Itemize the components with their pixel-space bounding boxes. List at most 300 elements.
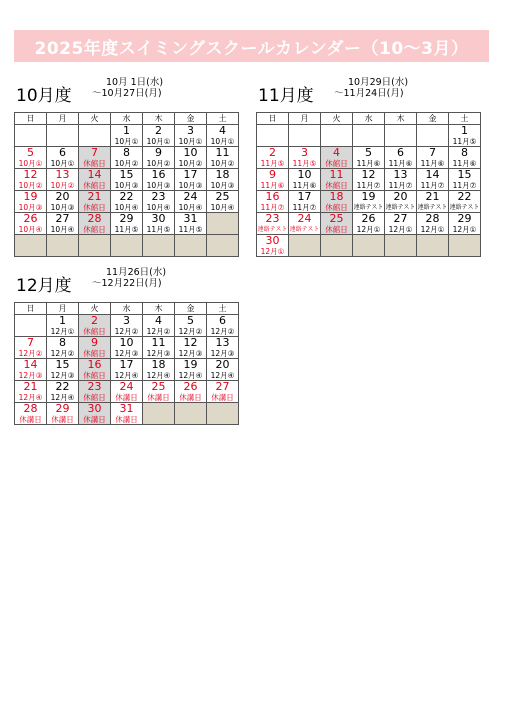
day-label: 12月④ [18, 393, 43, 402]
day-cell [257, 191, 289, 213]
day-number: 28 [425, 212, 440, 225]
week-row [257, 191, 481, 213]
period-end: ～10月27日(月) [92, 88, 162, 99]
day-cell [257, 213, 289, 235]
day-number: 20 [393, 190, 408, 203]
day-number: 5 [27, 146, 34, 159]
day-number: 6 [219, 314, 226, 327]
day-cell [353, 191, 385, 213]
day-number: 18 [151, 358, 166, 371]
weekday-header: 月 [47, 303, 79, 315]
day-cell [175, 191, 207, 213]
day-cell [79, 403, 111, 425]
day-number: 20 [215, 358, 230, 371]
day-cell [207, 315, 239, 337]
day-cell [449, 191, 481, 213]
day-number: 8 [59, 336, 66, 349]
day-cell [385, 191, 417, 213]
calendar-table [256, 112, 481, 257]
week-row [15, 315, 239, 337]
day-number: 30 [151, 212, 166, 225]
day-number: 17 [297, 190, 312, 203]
weekday-row [15, 113, 239, 125]
day-label: 10月③ [146, 181, 171, 190]
day-label: 12月② [18, 349, 43, 358]
day-number: 13 [55, 168, 70, 181]
weekday-header: 木 [143, 113, 175, 125]
day-number: 18 [329, 190, 344, 203]
day-label: 10月② [210, 159, 235, 168]
day-cell [207, 125, 239, 147]
empty-cell [257, 125, 289, 147]
day-number: 26 [361, 212, 376, 225]
day-label: 12月② [114, 327, 139, 336]
day-label: 10月③ [50, 203, 75, 212]
month-calendar-3 [14, 267, 239, 424]
day-label: 12月③ [178, 349, 203, 358]
week-row [15, 337, 239, 359]
day-cell [175, 169, 207, 191]
empty-cell [143, 235, 175, 257]
day-label: 12月① [260, 247, 285, 256]
day-label: 11月⑥ [356, 159, 381, 168]
week-row [257, 147, 481, 169]
day-cell [207, 169, 239, 191]
day-number: 30 [265, 234, 280, 247]
empty-cell [175, 403, 207, 425]
weekday-header: 土 [207, 303, 239, 315]
month-name: 10月度 [16, 86, 72, 106]
day-cell [111, 381, 143, 403]
day-cell [175, 213, 207, 235]
day-number: 12 [183, 336, 198, 349]
day-label: 10月③ [114, 181, 139, 190]
day-label: 12月② [210, 327, 235, 336]
day-number: 6 [59, 146, 66, 159]
week-row [257, 125, 481, 147]
day-number: 27 [215, 380, 230, 393]
day-cell [15, 147, 47, 169]
day-label: 10月① [178, 137, 203, 146]
day-label: 11月⑥ [420, 159, 445, 168]
day-label: 休館日 [83, 371, 106, 380]
day-cell [143, 337, 175, 359]
day-label: 11月⑤ [452, 137, 477, 146]
day-number: 31 [183, 212, 198, 225]
calendar-table [14, 302, 239, 425]
day-cell [257, 235, 289, 257]
day-label: 休館日 [325, 181, 348, 190]
period-end: ～12月22日(月) [92, 278, 162, 289]
period-end: ～11月24日(月) [334, 88, 404, 99]
day-cell [111, 191, 143, 213]
day-label: 11月⑥ [452, 159, 477, 168]
day-number: 22 [457, 190, 472, 203]
day-number: 27 [393, 212, 408, 225]
empty-cell [15, 125, 47, 147]
day-label: 12月③ [18, 371, 43, 380]
day-label: 11月⑤ [146, 225, 171, 234]
day-cell [143, 315, 175, 337]
weekday-header: 水 [111, 303, 143, 315]
day-cell [15, 213, 47, 235]
day-cell [143, 213, 175, 235]
day-label: 休講日 [147, 393, 170, 402]
day-number: 9 [155, 146, 162, 159]
day-cell [15, 337, 47, 359]
day-label: 12月② [146, 327, 171, 336]
day-number: 18 [215, 168, 230, 181]
day-number: 10 [119, 336, 134, 349]
day-number: 1 [59, 314, 66, 327]
day-cell [79, 169, 111, 191]
day-label: 11月⑥ [260, 181, 285, 190]
day-cell [111, 315, 143, 337]
weekday-header: 土 [449, 113, 481, 125]
day-label: 休館日 [325, 159, 348, 168]
day-cell [15, 381, 47, 403]
weekday-header: 月 [47, 113, 79, 125]
day-cell [417, 191, 449, 213]
empty-cell [321, 235, 353, 257]
day-label: 休講日 [115, 393, 138, 402]
day-label: 連絡テスト [449, 204, 480, 211]
day-label: 10月① [146, 137, 171, 146]
calendar-table [14, 112, 239, 257]
day-label: 休館日 [83, 349, 106, 358]
weekday-header: 木 [143, 303, 175, 315]
period-start: 10月 1日(水) [106, 77, 164, 88]
day-label: 休講日 [19, 415, 42, 424]
day-cell [175, 381, 207, 403]
day-cell [111, 147, 143, 169]
day-number: 13 [215, 336, 230, 349]
day-label: 10月② [50, 181, 75, 190]
day-number: 1 [461, 124, 468, 137]
day-cell [79, 315, 111, 337]
day-number: 7 [429, 146, 436, 159]
day-label: 10月③ [18, 203, 43, 212]
day-label: 10月④ [18, 225, 43, 234]
day-cell [111, 337, 143, 359]
month-name: 11月度 [258, 86, 314, 106]
day-number: 3 [187, 124, 194, 137]
day-cell [207, 147, 239, 169]
day-cell [15, 169, 47, 191]
day-label: 10月④ [114, 203, 139, 212]
day-label: 休講日 [211, 393, 234, 402]
day-number: 29 [457, 212, 472, 225]
day-number: 4 [155, 314, 162, 327]
day-label: 連絡テスト [353, 204, 384, 211]
day-label: 11月⑤ [260, 159, 285, 168]
page-title: 2025年度スイミングスクールカレンダー（10～3月） [14, 30, 489, 62]
empty-cell [175, 235, 207, 257]
period-start: 11月26日(水) [106, 267, 167, 278]
day-number: 16 [265, 190, 280, 203]
day-number: 11 [215, 146, 230, 159]
day-number: 14 [87, 168, 102, 181]
day-number: 20 [55, 190, 70, 203]
day-cell [143, 125, 175, 147]
day-number: 10 [183, 146, 198, 159]
month-period [92, 267, 166, 289]
day-label: 12月④ [178, 371, 203, 380]
empty-cell [449, 235, 481, 257]
day-number: 23 [265, 212, 280, 225]
day-cell [207, 191, 239, 213]
week-row [15, 191, 239, 213]
day-number: 22 [119, 190, 134, 203]
month-calendar-2 [256, 77, 481, 256]
day-cell [47, 315, 79, 337]
day-number: 11 [151, 336, 166, 349]
day-cell [449, 213, 481, 235]
day-label: 12月③ [210, 349, 235, 358]
week-row [15, 381, 239, 403]
day-number: 9 [269, 168, 276, 181]
week-row [15, 403, 239, 425]
day-label: 10月③ [178, 181, 203, 190]
week-row [257, 213, 481, 235]
day-number: 2 [91, 314, 98, 327]
day-label: 12月④ [50, 393, 75, 402]
empty-cell [353, 125, 385, 147]
empty-cell [207, 213, 239, 235]
weekday-row [15, 303, 239, 315]
day-cell [143, 169, 175, 191]
weekday-header: 月 [289, 113, 321, 125]
period-start: 10月29日(水) [348, 77, 409, 88]
day-number: 5 [365, 146, 372, 159]
day-label: 10月① [114, 137, 139, 146]
day-number: 7 [91, 146, 98, 159]
month-header [14, 267, 239, 301]
day-cell [257, 147, 289, 169]
day-number: 12 [23, 168, 38, 181]
day-number: 11 [329, 168, 344, 181]
day-label: 12月④ [146, 371, 171, 380]
day-cell [321, 191, 353, 213]
day-number: 29 [55, 402, 70, 415]
day-number: 29 [119, 212, 134, 225]
day-cell [111, 213, 143, 235]
month-header [14, 77, 239, 111]
day-number: 12 [361, 168, 376, 181]
day-cell [79, 213, 111, 235]
month-header [256, 77, 481, 111]
month-period [334, 77, 408, 99]
day-cell [175, 359, 207, 381]
day-number: 15 [55, 358, 70, 371]
day-cell [15, 191, 47, 213]
day-cell [15, 359, 47, 381]
day-label: 休館日 [83, 327, 106, 336]
day-label: 11月⑤ [114, 225, 139, 234]
day-cell [79, 337, 111, 359]
week-row [257, 235, 481, 257]
weekday-header: 日 [15, 113, 47, 125]
day-cell [321, 213, 353, 235]
weekday-header: 金 [175, 113, 207, 125]
day-number: 3 [123, 314, 130, 327]
day-label: 休館日 [325, 203, 348, 212]
day-label: 10月② [178, 159, 203, 168]
day-number: 16 [87, 358, 102, 371]
day-number: 13 [393, 168, 408, 181]
month-name: 12月度 [16, 276, 72, 296]
day-label: 11月⑦ [356, 181, 381, 190]
day-number: 16 [151, 168, 166, 181]
day-number: 15 [119, 168, 134, 181]
weekday-header: 金 [417, 113, 449, 125]
day-label: 連絡テスト [289, 226, 320, 233]
empty-cell [289, 235, 321, 257]
day-label: 12月③ [146, 349, 171, 358]
day-label: 休講日 [115, 415, 138, 424]
day-cell [449, 169, 481, 191]
day-cell [417, 213, 449, 235]
day-cell [385, 169, 417, 191]
day-number: 23 [151, 190, 166, 203]
day-label: 10月④ [146, 203, 171, 212]
day-cell [207, 337, 239, 359]
day-number: 19 [183, 358, 198, 371]
day-cell [79, 381, 111, 403]
day-label: 10月④ [210, 203, 235, 212]
weekday-header: 水 [111, 113, 143, 125]
day-label: 10月② [146, 159, 171, 168]
day-label: 休講日 [51, 415, 74, 424]
day-label: 休館日 [325, 225, 348, 234]
week-row [15, 169, 239, 191]
day-label: 12月③ [50, 371, 75, 380]
day-cell [417, 147, 449, 169]
day-cell [417, 169, 449, 191]
empty-cell [47, 235, 79, 257]
empty-cell [353, 235, 385, 257]
day-label: 休館日 [83, 159, 106, 168]
day-cell [385, 213, 417, 235]
day-label: 10月① [210, 137, 235, 146]
empty-cell [321, 125, 353, 147]
day-cell [47, 381, 79, 403]
empty-cell [385, 125, 417, 147]
day-label: 10月④ [50, 225, 75, 234]
day-cell [321, 169, 353, 191]
day-label: 10月② [18, 181, 43, 190]
day-label: 11月⑦ [452, 181, 477, 190]
day-number: 27 [55, 212, 70, 225]
day-cell [175, 337, 207, 359]
weekday-header: 金 [175, 303, 207, 315]
day-label: 休館日 [83, 393, 106, 402]
day-number: 26 [183, 380, 198, 393]
day-cell [79, 191, 111, 213]
day-cell [79, 359, 111, 381]
day-label: 連絡テスト [385, 204, 416, 211]
day-number: 17 [119, 358, 134, 371]
day-number: 8 [123, 146, 130, 159]
day-label: 12月④ [210, 371, 235, 380]
day-number: 14 [425, 168, 440, 181]
empty-cell [385, 235, 417, 257]
day-label: 11月⑤ [292, 159, 317, 168]
empty-cell [15, 235, 47, 257]
day-number: 21 [23, 380, 38, 393]
day-label: 11月⑤ [178, 225, 203, 234]
day-cell [47, 213, 79, 235]
month-calendar-1 [14, 77, 239, 234]
day-number: 21 [87, 190, 102, 203]
day-number: 2 [155, 124, 162, 137]
day-label: 10月① [18, 159, 43, 168]
day-number: 8 [461, 146, 468, 159]
day-cell [289, 147, 321, 169]
day-cell [175, 125, 207, 147]
day-cell [79, 147, 111, 169]
day-number: 19 [361, 190, 376, 203]
day-label: 12月② [50, 349, 75, 358]
day-label: 11月⑦ [260, 203, 285, 212]
day-number: 24 [183, 190, 198, 203]
day-number: 9 [91, 336, 98, 349]
day-label: 連絡テスト [257, 226, 288, 233]
week-row [15, 125, 239, 147]
day-cell [257, 169, 289, 191]
week-row [15, 235, 239, 257]
day-label: 12月③ [114, 349, 139, 358]
day-cell [143, 381, 175, 403]
day-label: 休館日 [83, 225, 106, 234]
weekday-header: 水 [353, 113, 385, 125]
day-cell [289, 213, 321, 235]
empty-cell [207, 235, 239, 257]
day-number: 26 [23, 212, 38, 225]
day-number: 4 [219, 124, 226, 137]
day-label: 10月① [50, 159, 75, 168]
weekday-header: 日 [257, 113, 289, 125]
day-cell [289, 169, 321, 191]
weekday-header: 火 [79, 113, 111, 125]
day-cell [143, 191, 175, 213]
day-number: 30 [87, 402, 102, 415]
weekday-header: 土 [207, 113, 239, 125]
day-label: 12月② [178, 327, 203, 336]
weekday-header: 日 [15, 303, 47, 315]
day-number: 24 [297, 212, 312, 225]
empty-cell [417, 235, 449, 257]
day-cell [143, 359, 175, 381]
day-label: 12月① [356, 225, 381, 234]
day-cell [289, 191, 321, 213]
day-number: 25 [151, 380, 166, 393]
day-number: 1 [123, 124, 130, 137]
day-label: 休講日 [179, 393, 202, 402]
day-cell [111, 169, 143, 191]
day-cell [175, 315, 207, 337]
empty-cell [289, 125, 321, 147]
empty-cell [143, 403, 175, 425]
day-label: 10月③ [210, 181, 235, 190]
day-number: 4 [333, 146, 340, 159]
day-number: 25 [329, 212, 344, 225]
day-cell [353, 147, 385, 169]
day-label: 12月④ [114, 371, 139, 380]
day-cell [449, 125, 481, 147]
day-number: 31 [119, 402, 134, 415]
day-label: 11月⑦ [292, 203, 317, 212]
